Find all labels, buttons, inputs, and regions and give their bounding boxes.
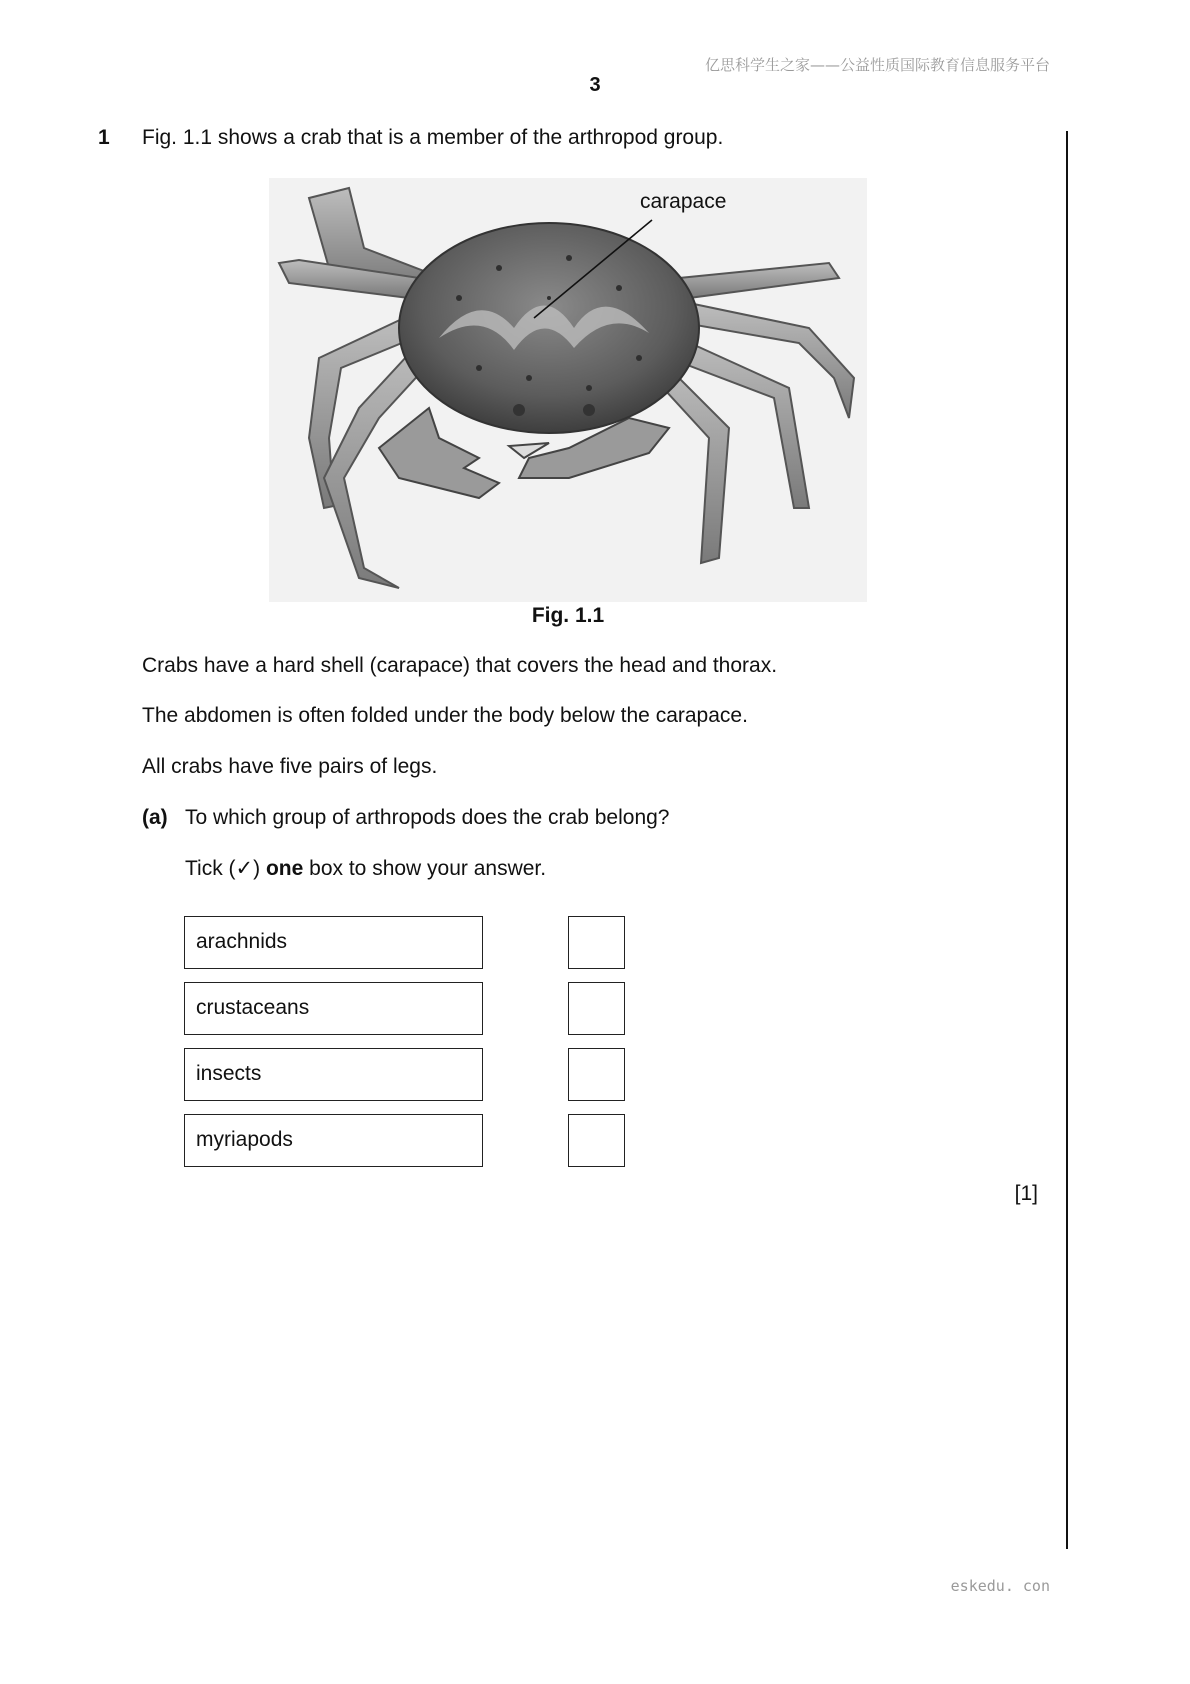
footer-site: eskedu. con: [950, 1577, 1050, 1595]
tick-box-myriapods[interactable]: [568, 1114, 625, 1167]
marks-allocation: [1]: [1014, 1182, 1038, 1205]
crab-figure: [269, 178, 867, 602]
option-crustaceans: crustaceans: [184, 982, 483, 1035]
crab-illustration: [269, 178, 867, 602]
paragraph-1: Crabs have a hard shell (carapace) that covers the head and thorax.: [142, 654, 778, 677]
option-myriapods: myriapods: [184, 1114, 483, 1167]
paragraph-3: All crabs have five pairs of legs.: [142, 755, 438, 778]
page-number: 3: [589, 74, 601, 96]
paragraph-2: The abdomen is often folded under the body below the carapace.: [142, 704, 748, 727]
header-site-note: 亿思科学生之家——公益性质国际教育信息服务平台: [704, 56, 1050, 74]
part-a-instruction: Tick (✓) one box to show your answer.: [185, 857, 547, 880]
carapace-label: carapace: [640, 190, 727, 213]
tick-box-crustaceans[interactable]: [568, 982, 625, 1035]
question-stem: Fig. 1.1 shows a crab that is a member of the arthropod group.: [142, 126, 724, 149]
part-a-label: (a): [142, 806, 168, 829]
option-arachnids: arachnids: [184, 916, 483, 969]
margin-rule: [1066, 131, 1068, 1549]
figure-caption: Fig. 1.1: [531, 604, 605, 627]
option-insects: insects: [184, 1048, 483, 1101]
part-a-question: To which group of arthropods does the crab belong?: [185, 806, 670, 829]
tick-box-arachnids[interactable]: [568, 916, 625, 969]
question-number: 1: [98, 126, 110, 149]
tick-box-insects[interactable]: [568, 1048, 625, 1101]
